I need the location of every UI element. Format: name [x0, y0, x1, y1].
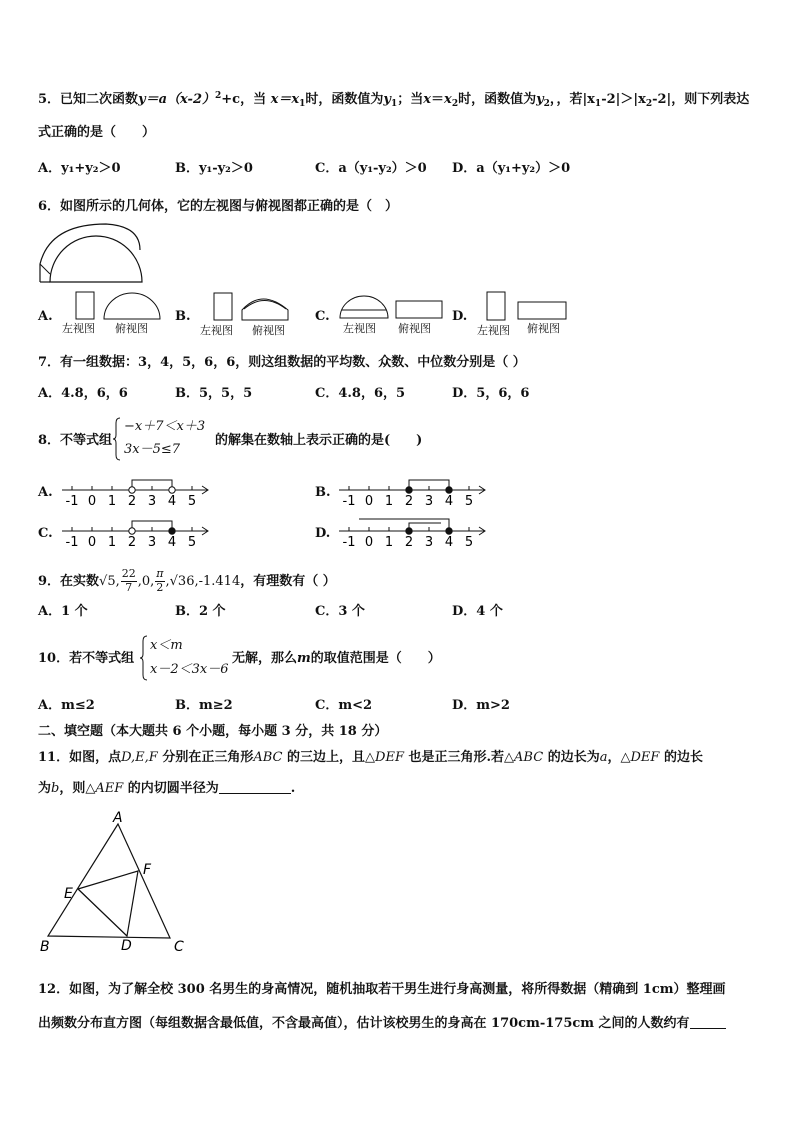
q12-text: 出频数分布直方图（每组数据含最低值，不含最高值），估计该校男生的身高在 170cm-175cm 之间的人数约有	[38, 1016, 690, 1031]
q8-option-b: B.	[315, 485, 331, 500]
q9-tail: ，有理数有（ ）	[240, 573, 336, 589]
q11-label-c: C	[174, 939, 184, 955]
q8-tail: 的解集在数轴上表示正确的是( )	[215, 433, 423, 448]
open-point	[129, 487, 135, 493]
q11-points: D,E,F	[121, 750, 158, 765]
q5-func-end: +c，当	[221, 92, 267, 107]
q5-stem-f: -2|＞|x	[601, 92, 646, 107]
q6-d-left-view-label: 左视图	[477, 324, 510, 337]
q5-x1: x＝x	[270, 92, 300, 107]
q5-exponent: 2	[215, 91, 222, 101]
q6-option-c-figure	[338, 294, 444, 320]
q10-tail-a: 无解，那么	[232, 651, 298, 666]
closed-point	[446, 487, 452, 493]
q10-option-b: B．m≥2	[175, 698, 233, 713]
tick-label: 5	[464, 494, 474, 508]
closed-point	[169, 528, 175, 534]
q12-line2	[38, 1017, 726, 1030]
q10-option-d: D．m>2	[452, 698, 510, 713]
q6-d-top-view-label: 俯视图	[527, 322, 560, 335]
closed-point	[406, 528, 412, 534]
q9-option-b: B．2 个	[175, 604, 226, 619]
q10-inequality-1: x＜m	[150, 638, 183, 653]
q5-option-c: C．a（y₁-y₂）＞0	[315, 161, 427, 176]
q8-numberline-a	[58, 474, 218, 508]
q9-rest: ,√36,-1.414	[165, 573, 241, 589]
q11-text-f: ，△	[607, 750, 631, 765]
q6-stem: 6．如图所示的几何体，它的左视图与俯视图都正确的是（ ）	[38, 199, 399, 214]
q10-brace-icon	[140, 635, 148, 681]
open-point	[129, 528, 135, 534]
tick-label: 0	[364, 535, 374, 549]
q11-a: a	[599, 750, 608, 765]
q5-line2: 式正确的是（ ）	[38, 125, 156, 140]
q6-b-top-view-label: 俯视图	[252, 324, 285, 337]
q11-label-f: F	[143, 862, 152, 878]
tick-label: 0	[364, 494, 374, 508]
q10-tail-b: 的取值范围是（ ）	[310, 651, 441, 666]
q6-option-b: B.	[175, 309, 191, 324]
q11-b: b	[51, 781, 60, 796]
q11-text-e: 的边长为	[547, 750, 600, 765]
tick-label: 5	[187, 535, 197, 549]
q9-fraction-22-7	[121, 568, 137, 594]
q9-option-c: C．3 个	[315, 604, 365, 619]
q9-number: 9．在实数	[38, 573, 100, 589]
tick-label: 2	[127, 494, 137, 508]
q10-m: m	[297, 651, 311, 666]
q11-label-d: D	[121, 938, 132, 954]
q6-option-b-figure	[212, 290, 292, 324]
q6-a-left-view-label: 左视图	[62, 322, 95, 335]
q11-line2	[38, 782, 295, 795]
q11-text-g: 的边长	[663, 750, 703, 765]
tick-label: 3	[424, 494, 434, 508]
q11-abc-2: ABC	[514, 750, 544, 765]
tick-label: 4	[167, 494, 177, 508]
q7-option-c: C．4.8，6，5	[315, 386, 406, 401]
q5-stem-e: ，若|x	[556, 92, 595, 107]
tick-label: 1	[384, 535, 394, 549]
q7-option-a: A．4.8，6，6	[38, 386, 128, 401]
tick-label: 2	[127, 535, 137, 549]
q8-numberline-b	[335, 474, 495, 508]
tick-label: 2	[404, 535, 414, 549]
tick-label: 3	[424, 535, 434, 549]
q11-text-b: 分别在正三角形	[162, 750, 254, 765]
q9-zero: ,0,	[137, 573, 155, 589]
q5-stem-g: -2|，则下列表达	[652, 92, 750, 107]
q11-period: .	[290, 781, 296, 796]
q7-option-b: B．5，5，5	[175, 386, 253, 401]
tick-label: 4	[444, 535, 454, 549]
q9-pi-denominator: 2	[156, 580, 164, 594]
q5-line1: 5．已知二次函数$y=a(x-2)^2+c$，当 $x=x_1$时，函数值为$y_1$；当$x=x_2$时，函数值为$y_2$，，若$|x_1-2|>|x_2-2|$，则下列表达	[38, 91, 750, 109]
q9-line	[38, 568, 336, 594]
tick-label: 5	[464, 535, 474, 549]
q8-brace-icon	[113, 417, 121, 461]
q11-label-b: B	[40, 939, 50, 955]
tick-label: 0	[87, 494, 97, 508]
q8-option-d: D.	[315, 526, 331, 541]
q5-stem-c: ；当	[397, 92, 424, 107]
q5-stem-d: 时，函数值为	[458, 92, 537, 107]
q5-stem-a: 已知二次函数	[60, 92, 139, 107]
q11-text-c: 的三边上，且△	[287, 750, 376, 765]
q6-solid-figure	[36, 220, 148, 286]
q7-option-d: D．5，6，6	[452, 386, 530, 401]
q8-option-a: A.	[38, 485, 53, 500]
q11-aef: AEF	[95, 781, 124, 796]
q6-b-left-view-label: 左视图	[200, 324, 233, 337]
open-point	[169, 487, 175, 493]
q6-option-a-figure	[74, 290, 164, 322]
q6-option-a: A.	[38, 309, 53, 324]
q8-numberline-c	[58, 515, 218, 549]
q5-option-b: B．y₁-y₂＞0	[175, 161, 253, 176]
q10-number: 10．若不等式组	[38, 651, 135, 666]
q6-option-d: D.	[452, 309, 468, 324]
tick-label: 2	[404, 494, 414, 508]
q9-sqrt5: √5,	[99, 573, 120, 589]
q9-option-a: A．1 个	[38, 604, 88, 619]
q8-inequality-2: 3x－5≤7	[124, 442, 181, 457]
q6-option-d-figure	[484, 290, 570, 324]
q6-c-left-view-label: 左视图	[343, 322, 376, 335]
closed-point	[406, 487, 412, 493]
q8-option-c: C.	[38, 526, 53, 541]
section-2-heading: 二、填空题（本大题共 6 个小题，每小题 3 分，共 18 分）	[38, 724, 388, 739]
q9-fraction-numerator: 22	[121, 567, 136, 580]
q11-label-e: E	[64, 886, 73, 902]
q6-option-c: C.	[315, 309, 330, 324]
q9-fraction-pi-2	[155, 568, 164, 594]
q10-option-c: C．m<2	[315, 698, 373, 713]
tick-label: 1	[107, 535, 117, 549]
q11-line1	[38, 751, 703, 764]
tick-label: -1	[342, 494, 356, 508]
tick-label: 3	[147, 535, 157, 549]
q11-label-a: A	[113, 810, 123, 826]
closed-point	[446, 528, 452, 534]
q9-option-d: D．4 个	[452, 604, 503, 619]
q8-inequality-1: −x＋7＜x＋3	[124, 419, 206, 434]
tick-label: 5	[187, 494, 197, 508]
solution-ray-right	[409, 523, 441, 531]
q11-text-j: 的内切圆半径为	[127, 781, 219, 796]
q6-c-top-view-label: 俯视图	[398, 322, 431, 335]
q9-fraction-denominator: 7	[125, 580, 133, 594]
q8-number: 8．不等式组	[38, 433, 113, 448]
q11-text-d: 也是正三角形.若△	[408, 750, 515, 765]
q11-answer-blank[interactable]	[219, 792, 291, 794]
q12-answer-blank[interactable]	[690, 1027, 726, 1029]
tick-label: 0	[87, 535, 97, 549]
q11-def-2: DEF	[630, 750, 660, 765]
q5-number: 5．	[38, 92, 61, 107]
tick-label: 4	[167, 535, 177, 549]
q10-option-a: A．m≤2	[38, 698, 95, 713]
tick-label: 4	[444, 494, 454, 508]
q5-stem-b: 时，函数值为	[305, 92, 384, 107]
q6-a-top-view-label: 俯视图	[115, 322, 148, 335]
q11-abc: ABC	[253, 750, 283, 765]
tick-label: -1	[342, 535, 356, 549]
tick-label: 1	[107, 494, 117, 508]
tick-label: -1	[65, 535, 79, 549]
q5-option-a: A．y₁+y₂＞0	[38, 161, 121, 176]
tick-label: 3	[147, 494, 157, 508]
q7-stem: 7．有一组数据：3，4，5，6，6，则这组数据的平均数、众数、中位数分别是（ ）	[38, 355, 526, 370]
tick-label: -1	[65, 494, 79, 508]
q12-line1: 12．如图，为了解全校 300 名男生的身高情况，随机抽取若干男生进行身高测量，将所得数据（精确到 1cm）整理画	[38, 982, 726, 997]
q5-function: y＝a（x-2）	[138, 92, 216, 107]
q11-text-h: 为	[38, 781, 52, 796]
q10-tail	[232, 652, 441, 665]
q11-text-a: 11．如图，点	[38, 750, 122, 765]
tick-label: 1	[384, 494, 394, 508]
q10-inequality-2: x－2＜3x－6	[150, 662, 229, 677]
q11-text-i: ，则△	[59, 781, 96, 796]
q11-def: DEF	[375, 750, 404, 765]
q9-pi-numerator: π	[156, 567, 164, 580]
q11-triangle-figure	[30, 810, 200, 958]
q8-numberline-d	[335, 515, 495, 549]
solution-ray-left	[359, 519, 449, 531]
q5-option-d: D．a（y₁+y₂）＞0	[452, 161, 571, 176]
